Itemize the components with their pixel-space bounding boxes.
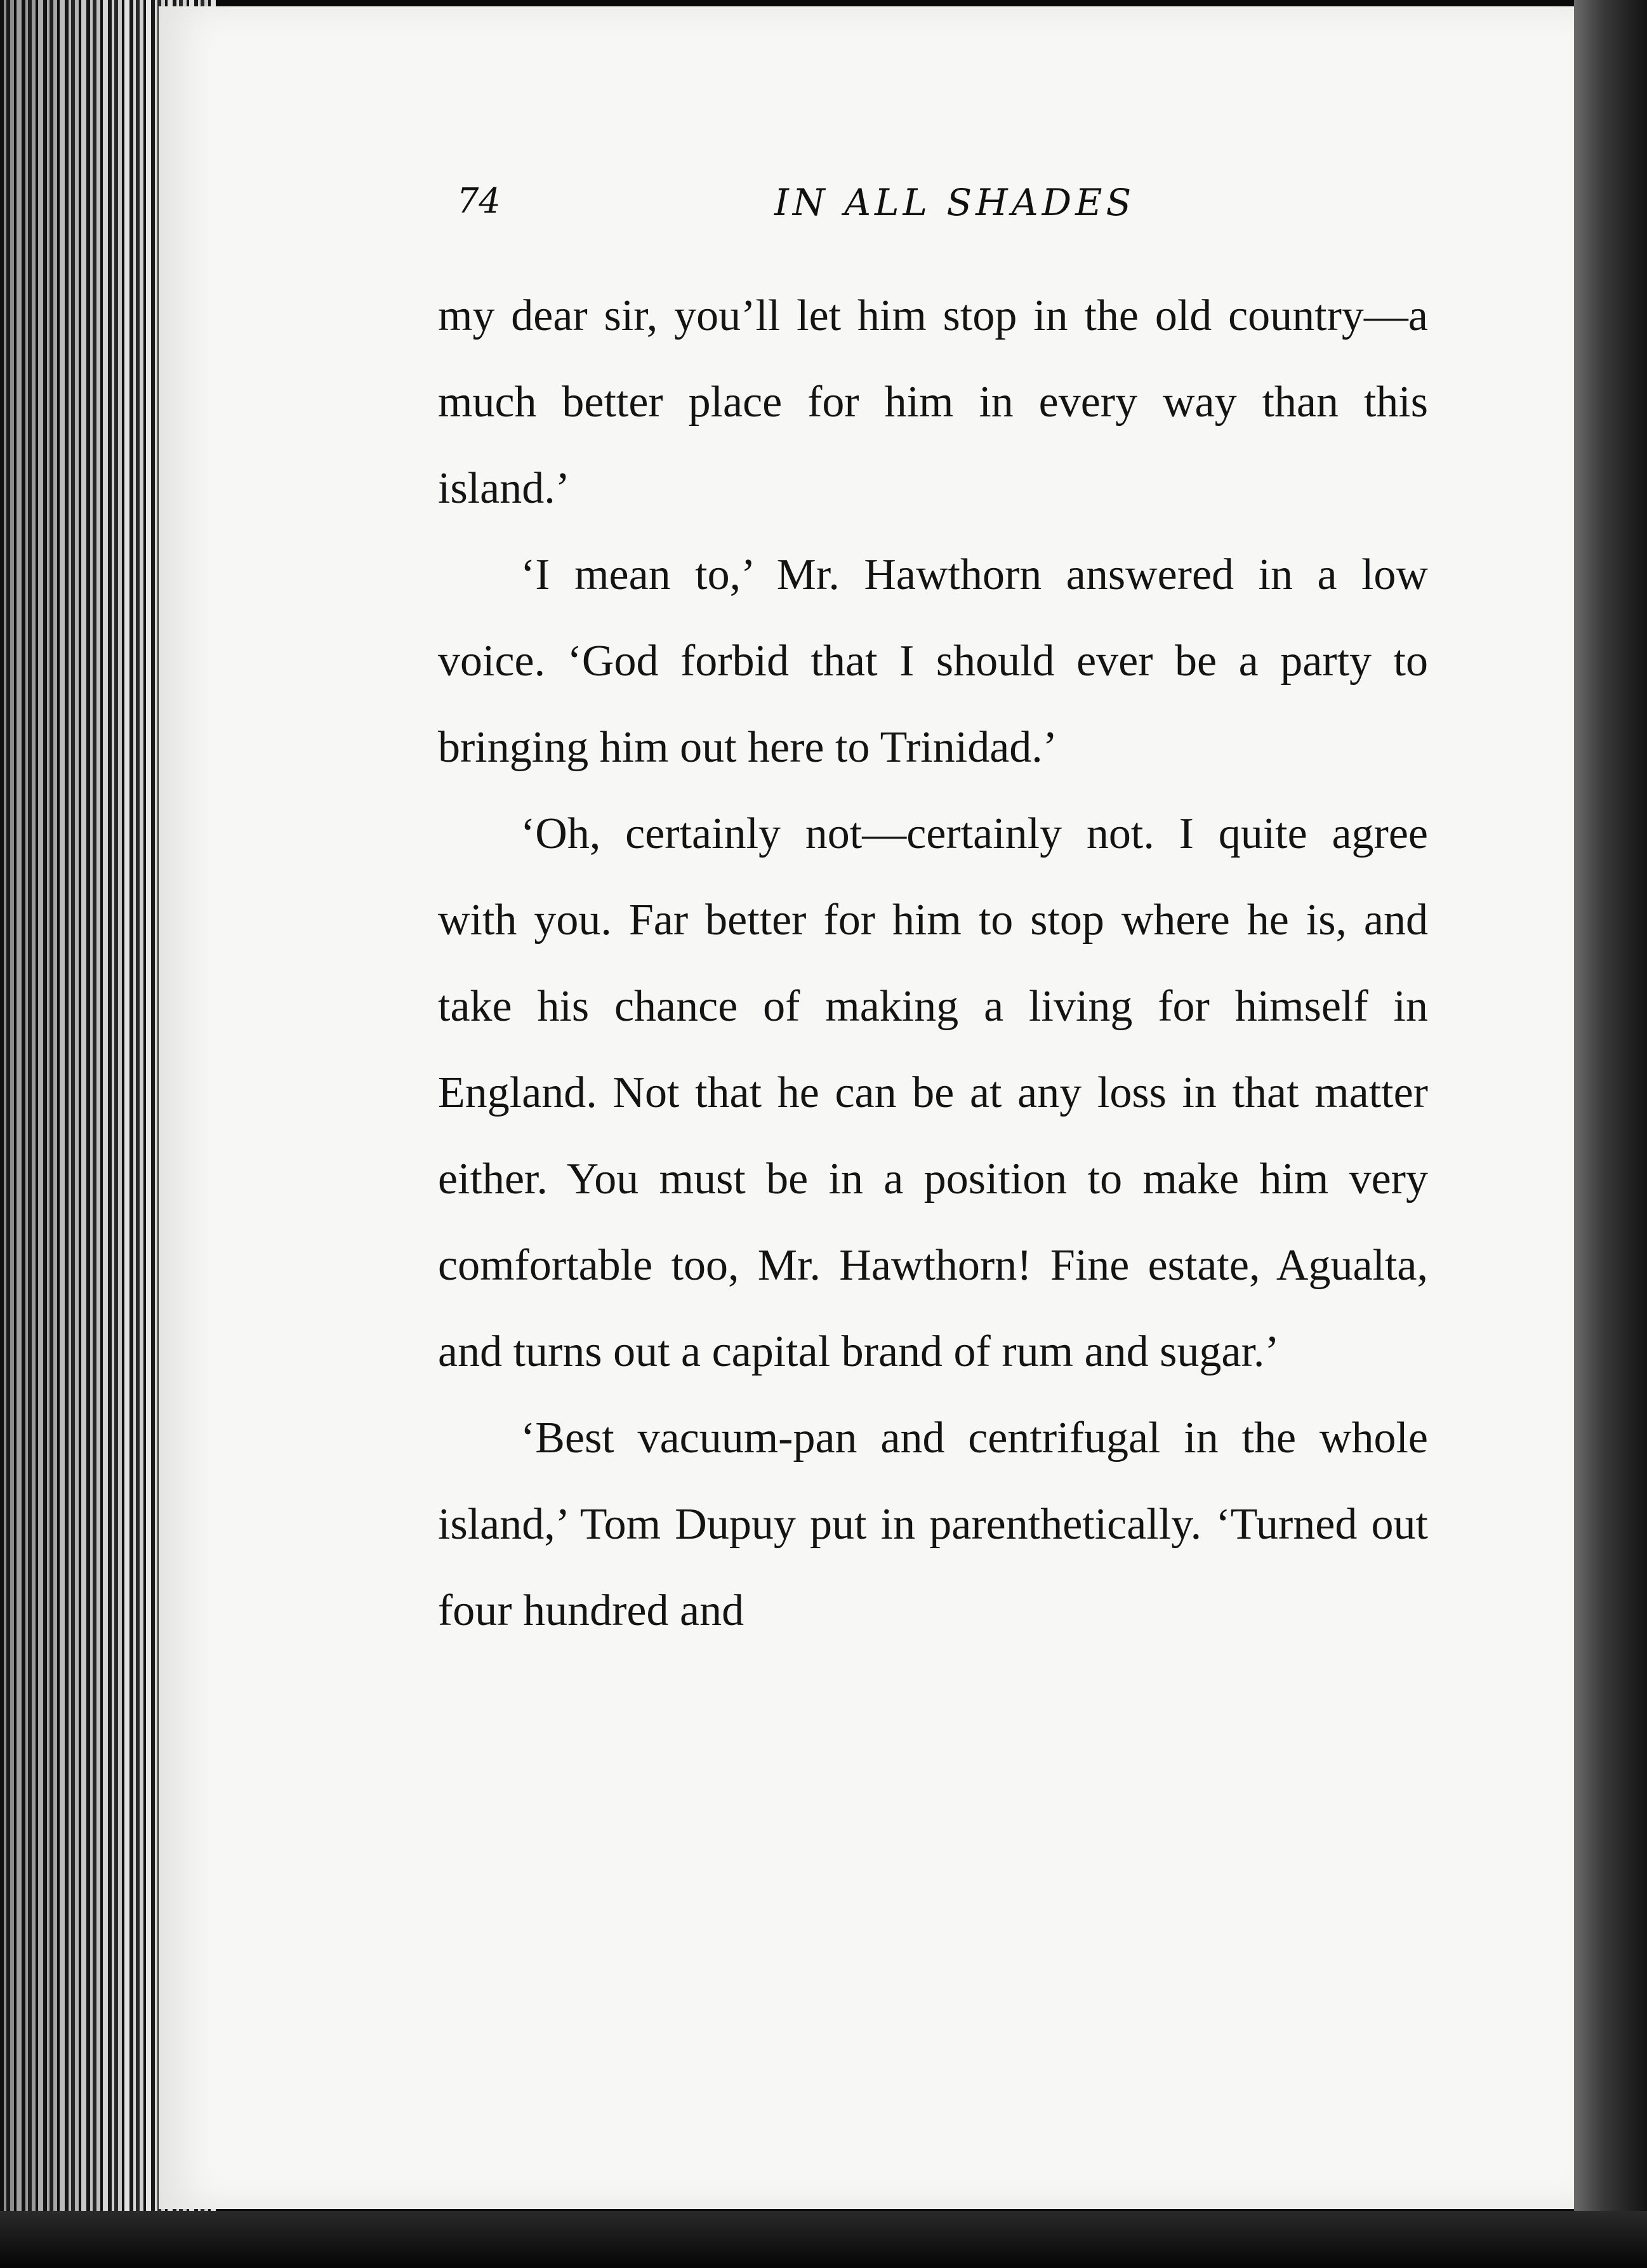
running-head xyxy=(457,181,1428,238)
running-title: IN ALL SHADES xyxy=(774,181,1135,224)
paragraph-continuation: my dear sir, you’ll let him stop in the old country—a much better place for him in every way than this island.’ xyxy=(438,291,1428,513)
page-number: 74 xyxy=(457,181,501,221)
paragraph: ‘I mean to,’ Mr. Hawthorn answered in a low voice. ‘God forbid that I should ever be a party to bringing him out here to Trinidad.’ xyxy=(438,550,1428,772)
right-binding-shadow xyxy=(1574,0,1647,2268)
body-text xyxy=(438,273,1428,1999)
bottom-scan-border xyxy=(0,2211,1647,2268)
paragraph: ‘Oh, certainly not—certainly not. I quite agree with you. Far better for him to stop where he is, and take his chance of making a living for himself in England. Not that he can be at any loss in that matter either. You must be in a position to make him very comfortable too, Mr. Hawthorn! Fine estate, Agualta, and turns out a capital brand of rum and sugar.’ xyxy=(438,809,1428,1376)
paragraph: ‘Best vacuum-pan and centrifugal in the whole island,’ Tom Dupuy put in parenthetically. ‘Turned out four hundred and xyxy=(438,1414,1428,1635)
